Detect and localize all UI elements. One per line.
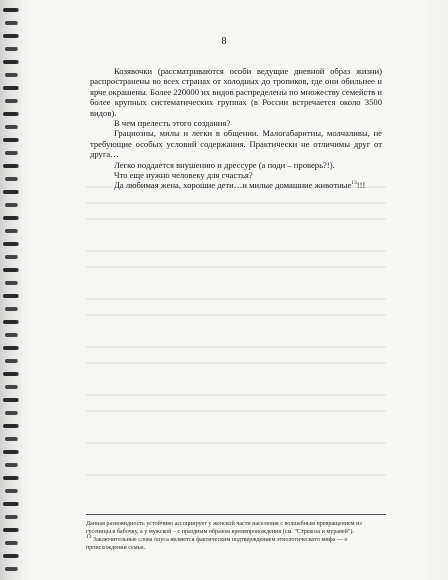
binding-ring [3, 398, 18, 402]
bleed-through-line [86, 346, 386, 348]
paragraph: Козявочки (рассматриваются особи ведущие дневной образ жизни) распространены во всех странах от холодных до тропиков, где они обильнее и ярче окрашены. Более 220000 их видов распределены по множеству семейств и более крупных систематических группах (в России встречается около 3500 видов). [90, 66, 382, 118]
binding-ring [3, 424, 18, 428]
binding-ring [5, 463, 17, 467]
footnotes [86, 514, 386, 552]
binding-ring [3, 528, 18, 532]
footnote-reference: 13 [351, 180, 357, 187]
binding-ring [5, 99, 17, 103]
bleed-through-line [86, 202, 386, 204]
binding-ring [3, 476, 18, 480]
binding-ring [5, 385, 17, 389]
binding-ring [3, 450, 18, 454]
binding-ring [5, 47, 17, 51]
bleed-through-line [86, 314, 386, 316]
binding-ring [3, 372, 18, 376]
bleed-through-line [86, 362, 386, 364]
spiral-binding [0, 0, 22, 580]
binding-ring [5, 411, 17, 415]
binding-ring [5, 151, 17, 155]
binding-ring [5, 437, 17, 441]
binding-ring [5, 73, 17, 77]
final-paragraph [90, 180, 382, 190]
paragraph: В чем прелесть этого создания? [114, 118, 231, 129]
binding-ring [5, 515, 17, 519]
binding-ring [5, 21, 17, 25]
binding-ring [5, 567, 17, 571]
binding-ring [3, 294, 18, 298]
bleed-through-line [86, 394, 386, 396]
binding-ring [5, 359, 17, 363]
paragraph: Что еще нужно человеку для счастья? [114, 170, 253, 181]
bleed-through-line [86, 474, 386, 476]
binding-ring [3, 268, 18, 272]
bleed-through-line [86, 442, 386, 444]
binding-ring [3, 138, 18, 142]
final-paragraph-tail: !!! [356, 180, 366, 191]
final-paragraph-text: Да любимая жена, хорошие дети…и милые домашние животные [114, 180, 352, 191]
binding-ring [3, 190, 18, 194]
binding-ring [3, 502, 18, 506]
binding-ring [5, 125, 17, 129]
bleed-through-line [86, 218, 386, 220]
binding-ring [5, 489, 17, 493]
binding-ring [5, 177, 17, 181]
binding-ring [3, 8, 18, 12]
binding-ring [3, 60, 18, 64]
binding-ring [5, 229, 17, 233]
binding-ring [3, 112, 18, 116]
footnote-rule [86, 514, 386, 515]
bleed-through-line [86, 410, 386, 412]
paragraph: Грациозны, милы и легки в общении. Малогабаритны, молчаливы, не требующие особых условий содержания. Практически не отличимы друг от друга… [90, 128, 382, 160]
binding-ring [5, 541, 17, 545]
binding-ring [5, 333, 17, 337]
binding-ring [3, 242, 18, 246]
binding-ring [5, 281, 17, 285]
binding-ring [5, 255, 17, 259]
binding-ring [3, 320, 18, 324]
binding-ring [3, 554, 18, 558]
footnote-2-marker: 13 [86, 534, 92, 541]
body-text [90, 66, 382, 191]
bleed-through-line [86, 298, 386, 300]
footnote-2-text: Заключительные слова опуса являются фактическим подтверждением этнологического мифа — о происхождении семьи. [86, 537, 348, 551]
binding-ring [5, 307, 17, 311]
footnote-2 [86, 534, 386, 552]
binding-ring [5, 203, 17, 207]
footnote-1: Данная разновидность устойчиво ассоциирует у женской части населения с волшебным превращением из гусеницы в бабочку, а у мужской – с праздным образом времяпровождения (см. "Стрекоза и муравей"). [86, 521, 362, 535]
binding-ring [3, 216, 18, 220]
page-number: 8 [221, 36, 227, 47]
bleed-through-line [86, 250, 386, 252]
binding-ring [3, 164, 18, 168]
paragraph: Легко поддается внушению и дрессуре (а поди – проверь?!). [114, 159, 335, 170]
bleed-through-line [86, 266, 386, 268]
binding-ring [3, 86, 18, 90]
binding-ring [3, 346, 18, 350]
